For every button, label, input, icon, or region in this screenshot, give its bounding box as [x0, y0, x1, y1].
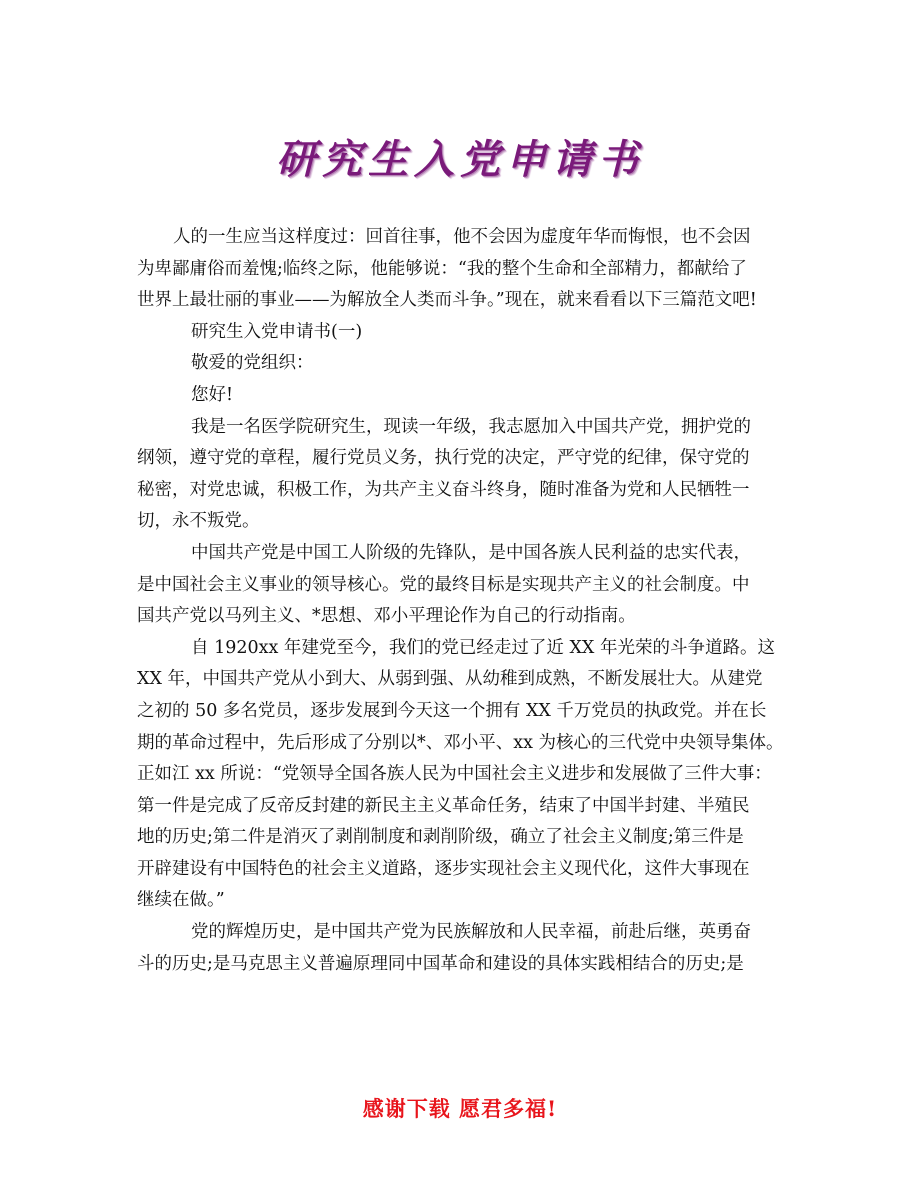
body-line: XX 年，中国共产党从小到大、从弱到强、从幼稚到成熟，不断发展壮大。从建党 — [137, 669, 763, 690]
body-line: 为卑鄙庸俗而羞愧;临终之际，他能够说：“我的整个生命和全部精力，都献给了 — [137, 258, 747, 279]
body-line: 斗的历史;是马克思主义普遍原理同中国革命和建设的具体实践相结合的历史;是 — [137, 953, 744, 974]
body-line: 切，永不叛党。 — [137, 511, 260, 532]
salutation: 敬爱的党组织： — [191, 353, 314, 374]
body-line: 秘密，对党忠诚，积极工作，为共产主义奋斗终身，随时准备为党和人民牺牲一 — [137, 479, 750, 500]
footer-note: 感谢下载 愿君多福! — [362, 1096, 558, 1121]
body-line: 世界上最壮丽的事业——为解放全人类而斗争。”现在，就来看看以下三篇范文吧! — [137, 290, 757, 311]
body-line: 正如江 xx 所说：“党领导全国各族人民为中国社会主义进步和发展做了三件大事： — [137, 764, 772, 785]
document-title: 研究生入党申请书 — [276, 136, 644, 183]
greeting: 您好! — [191, 384, 234, 405]
body-line: 我是一名医学院研究生，现读一年级，我志愿加入中国共产党，拥护党的 — [191, 416, 751, 437]
body-line: 中国共产党是中国工人阶级的先锋队，是中国各族人民利益的忠实代表， — [191, 542, 751, 563]
body-line: 纲领，遵守党的章程，履行党员义务，执行党的决定，严守党的纪律，保守党的 — [137, 448, 750, 469]
body-line: 国共产党以马列主义、*思想、邓小平理论作为自己的行动指南。 — [137, 606, 636, 627]
body-line: 开辟建设有中国特色的社会主义道路，逐步实现社会主义现代化，这件大事现在 — [137, 858, 750, 879]
body-line: 人的一生应当这样度过：回首往事，他不会因为虚度年华而悔恨，也不会因 — [173, 227, 751, 247]
body-line: 党的辉煌历史，是中国共产党为民族解放和人民幸福，前赴后继，英勇奋 — [191, 922, 751, 943]
section-heading: 研究生入党申请书(一) — [191, 321, 363, 342]
body-line: 之初的 50 多名党员，逐步发展到今天这一个拥有 XX 千万党员的执政党。并在长 — [137, 700, 767, 721]
body-line: 第一件是完成了反帝反封建的新民主主义革命任务，结束了中国半封建、半殖民 — [137, 795, 750, 816]
body-line: 期的革命过程中，先后形成了分别以*、邓小平、xx 为核心的三代党中央领导集体。 — [137, 732, 784, 753]
body-line: 自 1920xx 年建党至今，我们的党已经走过了近 XX 年光荣的斗争道路。这 — [191, 637, 775, 658]
body-line: 是中国社会主义事业的领导核心。党的最终目标是实现共产主义的社会制度。中 — [137, 574, 750, 595]
document-body — [137, 222, 797, 980]
body-line: 地的历史;第二件是消灭了剥削制度和剥削阶级，确立了社会主义制度;第三件是 — [137, 827, 744, 848]
body-line: 继续在做。” — [137, 890, 225, 911]
